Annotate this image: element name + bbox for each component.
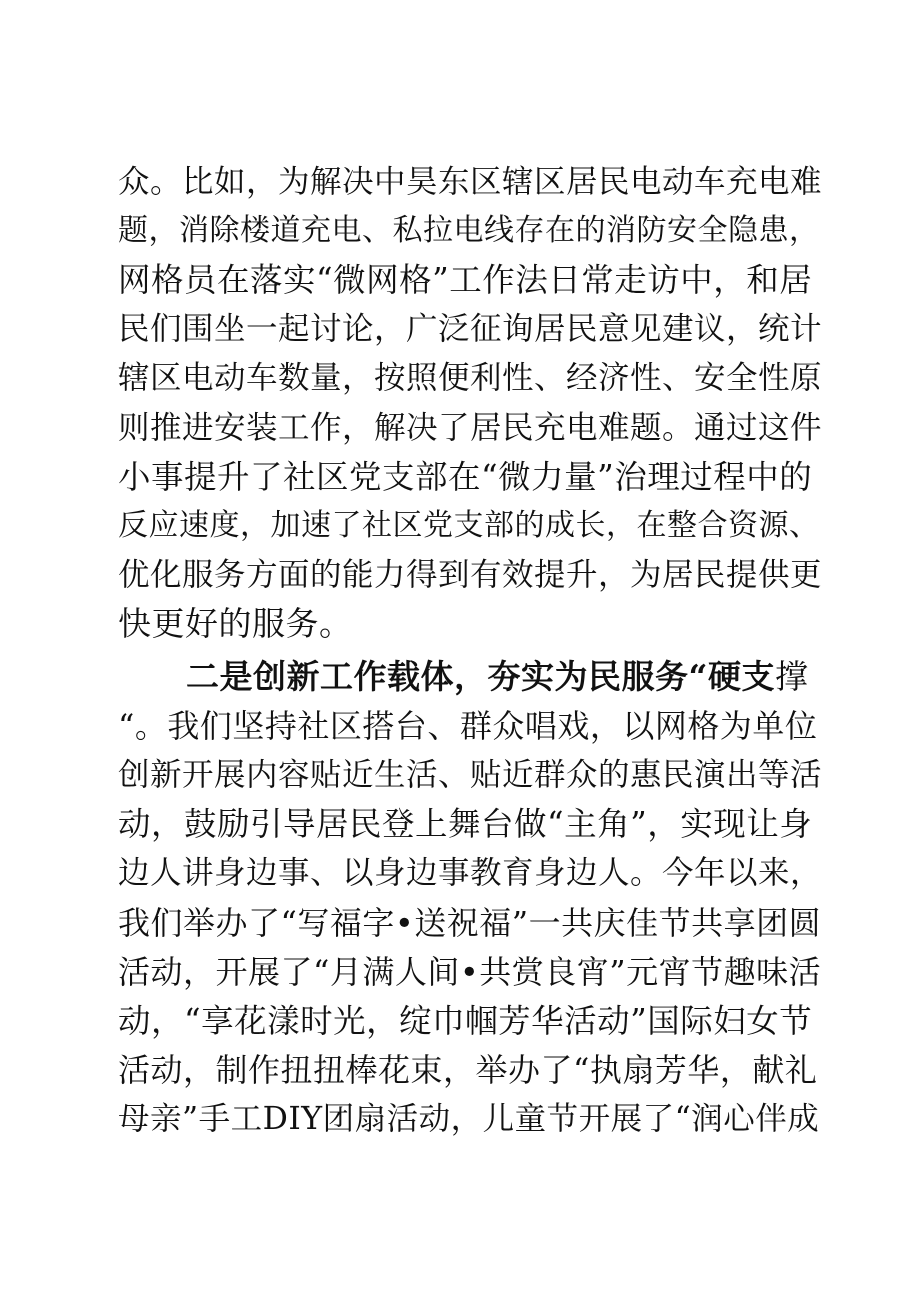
paragraph-line: “。我们坚持社区搭台、群众唱戏，以网格为单位 (118, 707, 818, 745)
paragraph-line: 小事提升了社区党支部在“微力量”治理过程中的 (118, 458, 813, 496)
paragraph-line: 题，消除楼道充电、私拉电线存在的消防安全隐患， (118, 213, 820, 248)
paragraph-line: 母亲”手工DIY团扇活动，儿童节开展了“润心伴成 (118, 1101, 820, 1137)
paragraph-line: 我们举办了“写福字•送祝福”一共庆佳节共享团圆 (118, 904, 822, 942)
paragraph-line: 众。比如，为解决中昊东区辖区居民电动车充电难 (118, 164, 823, 200)
section-heading-bold: 二是创新工作载体，夯实为民服务“硬支 (186, 657, 775, 696)
section-heading-tail: 撑 (774, 657, 809, 696)
section-heading (186, 657, 808, 697)
paragraph-line: 反应速度，加速了社区党支部的成长，在整合资源、 (118, 508, 820, 543)
paragraph-line: 辖区电动车数量，按照便利性、经济性、安全性原 (118, 360, 823, 396)
paragraph-line: 动，鼓励引导居民登上舞台做“主角”，实现让身 (118, 805, 813, 843)
paragraph-line: 活动，开展了“月满人间•共赏良宵”元宵节趣味活 (118, 953, 822, 991)
paragraph-line: 网格员在落实“微网格”工作法日常走访中，和居 (118, 261, 813, 299)
paragraph-line: 快更好的服务。 (118, 604, 353, 643)
paragraph-line: 优化服务方面的能力得到有效提升，为居民提供更 (118, 557, 823, 593)
paragraph-line: 边人讲身边事、以身边事教育身边人。今年以来， (118, 855, 823, 891)
paragraph-line: 则推进安装工作，解决了居民充电难题。通过这件 (118, 410, 823, 446)
paragraph-line: 创新开展内容贴近生活、贴近群众的惠民演出等活 (118, 757, 823, 793)
paragraph-line: 动，“享花漾时光，绽巾帼芳华活动”国际妇女节 (118, 1002, 813, 1040)
paragraph-line: 活动，制作扭扭棒花束，举办了“执扇芳华，献礼 (118, 1051, 818, 1089)
paragraph-line: 民们围坐一起讨论，广泛征询居民意见建议，统计 (118, 311, 823, 347)
